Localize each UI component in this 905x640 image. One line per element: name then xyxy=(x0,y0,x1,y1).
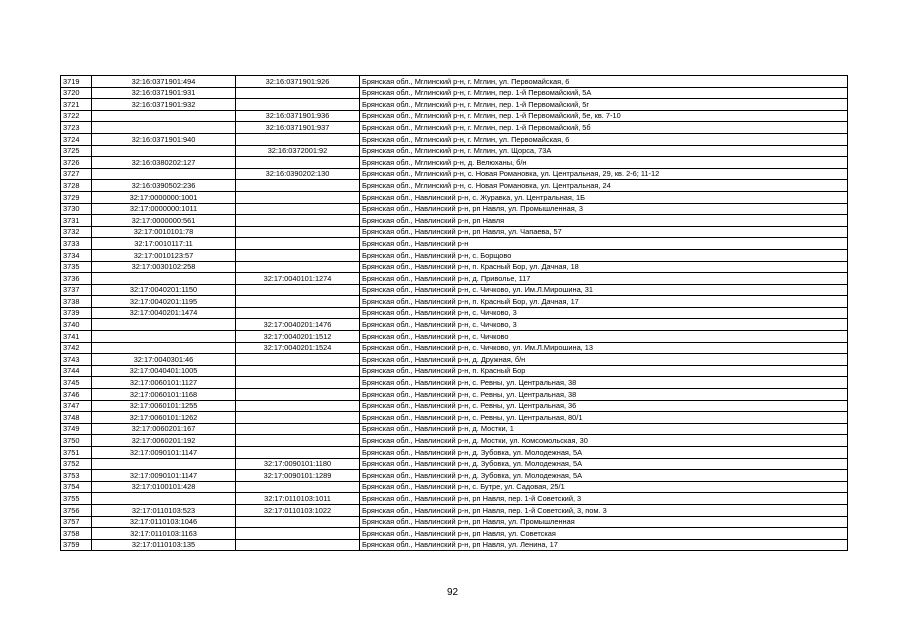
address-cell: Брянская обл., Навлинский р-н, д. Зубовка, ул. Молодежная, 5А xyxy=(360,447,848,459)
cadastral-number-cell: 32:17:0060101:1127 xyxy=(92,377,236,389)
table-row xyxy=(61,423,848,435)
cadastral-number-cell: 32:16:0371901:940 xyxy=(92,133,236,145)
address-cell: Брянская обл., Навлинский р-н, д. Мостки, 1 xyxy=(360,423,848,435)
table-row xyxy=(61,447,848,459)
row-number-cell: 3735 xyxy=(61,261,92,273)
cadastral-number-cell: 32:17:0090101:1147 xyxy=(92,447,236,459)
row-number-cell: 3750 xyxy=(61,435,92,447)
address-cell: Брянская обл., Навлинский р-н, д. Мостки, ул. Комсомольская, 30 xyxy=(360,435,848,447)
row-number-cell: 3740 xyxy=(61,319,92,331)
row-number-cell: 3719 xyxy=(61,76,92,88)
table-row xyxy=(61,493,848,505)
cadastral-number-cell: 32:17:0030102:258 xyxy=(92,261,236,273)
cadastral-number-2-cell xyxy=(236,133,360,145)
row-number-cell: 3722 xyxy=(61,110,92,122)
address-cell: Брянская обл., Навлинский р-н xyxy=(360,238,848,250)
row-number-cell: 3736 xyxy=(61,273,92,285)
address-cell: Брянская обл., Навлинский р-н, п. Красный Бор, ул. Дачная, 18 xyxy=(360,261,848,273)
cadastral-number-2-cell xyxy=(236,296,360,308)
cadastral-number-2-cell xyxy=(236,157,360,169)
cadastral-number-cell: 32:17:0060101:1255 xyxy=(92,400,236,412)
cadastral-number-cell: 32:17:0110103:523 xyxy=(92,504,236,516)
cadastral-number-cell: 32:17:0010117:11 xyxy=(92,238,236,250)
cadastral-number-cell: 32:17:0040301:46 xyxy=(92,354,236,366)
cadastral-number-cell: 32:17:0010123:57 xyxy=(92,249,236,261)
cadastral-number-cell xyxy=(92,331,236,343)
table-row xyxy=(61,377,848,389)
row-number-cell: 3751 xyxy=(61,447,92,459)
cadastral-number-cell: 32:16:0371901:494 xyxy=(92,76,236,88)
table-row xyxy=(61,319,848,331)
table-row xyxy=(61,389,848,401)
row-number-cell: 3720 xyxy=(61,87,92,99)
cadastral-number-2-cell xyxy=(236,389,360,401)
address-cell: Брянская обл., Навлинский р-н, с. Ревны, ул. Центральная, 38 xyxy=(360,389,848,401)
address-cell: Брянская обл., Мглинский р-н, д. Велюханы, б/н xyxy=(360,157,848,169)
row-number-cell: 3721 xyxy=(61,99,92,111)
table-row xyxy=(61,458,848,470)
address-cell: Брянская обл., Навлинский р-н, рп Навля, ул. Промышленная, 3 xyxy=(360,203,848,215)
cadastral-number-2-cell xyxy=(236,284,360,296)
row-number-cell: 3730 xyxy=(61,203,92,215)
cadastral-number-cell: 32:17:0040401:1005 xyxy=(92,365,236,377)
cadastral-number-cell xyxy=(92,458,236,470)
address-cell: Брянская обл., Навлинский р-н, д. Зубовка, ул. Молодежная, 5А xyxy=(360,458,848,470)
cadastral-number-2-cell xyxy=(236,261,360,273)
table-row xyxy=(61,215,848,227)
table-row xyxy=(61,504,848,516)
table-row xyxy=(61,342,848,354)
address-cell: Брянская обл., Навлинский р-н, рп Навля, ул. Чапаева, 57 xyxy=(360,226,848,238)
address-cell: Брянская обл., Мглинский р-н, г. Мглин, ул. Первомайская, 6 xyxy=(360,133,848,145)
cadastral-number-cell: 32:17:0040201:1474 xyxy=(92,307,236,319)
cadastral-number-2-cell: 32:16:0372001:92 xyxy=(236,145,360,157)
table-row xyxy=(61,238,848,250)
row-number-cell: 3753 xyxy=(61,470,92,482)
table-row xyxy=(61,354,848,366)
address-cell: Брянская обл., Навлинский р-н, с. Чичково, 3 xyxy=(360,307,848,319)
address-cell: Брянская обл., Навлинский р-н, с. Ревны, ул. Центральная, 38 xyxy=(360,377,848,389)
address-cell: Брянская обл., Мглинский р-н, г. Мглин, пер. 1-й Первомайский, 5г xyxy=(360,99,848,111)
cadastral-number-cell: 32:17:0110103:1046 xyxy=(92,516,236,528)
table-row xyxy=(61,203,848,215)
cadastral-number-cell: 32:17:0100101:428 xyxy=(92,481,236,493)
row-number-cell: 3749 xyxy=(61,423,92,435)
cadastral-number-2-cell xyxy=(236,180,360,192)
table-row xyxy=(61,99,848,111)
cadastral-number-cell: 32:16:0371901:931 xyxy=(92,87,236,99)
address-cell: Брянская обл., Навлинский р-н, п. Красный Бор, ул. Дачная, 17 xyxy=(360,296,848,308)
table-row xyxy=(61,76,848,88)
address-cell: Брянская обл., Навлинский р-н, с. Борщово xyxy=(360,249,848,261)
address-cell: Брянская обл., Навлинский р-н, с. Ревны, ул. Центральная, 80/1 xyxy=(360,412,848,424)
cadastral-number-cell: 32:17:0060101:1262 xyxy=(92,412,236,424)
address-cell: Брянская обл., Навлинский р-н, рп Навля, ул. Промышленная xyxy=(360,516,848,528)
cadastral-number-2-cell xyxy=(236,191,360,203)
cadastral-number-2-cell xyxy=(236,377,360,389)
table-row xyxy=(61,412,848,424)
cadastral-number-2-cell: 32:17:0110103:1011 xyxy=(236,493,360,505)
cadastral-number-cell xyxy=(92,319,236,331)
row-number-cell: 3731 xyxy=(61,215,92,227)
table-row xyxy=(61,110,848,122)
cadastral-number-2-cell: 32:17:0090101:1289 xyxy=(236,470,360,482)
table-row xyxy=(61,435,848,447)
address-cell: Брянская обл., Мглинский р-н, с. Новая Романовка, ул. Центральная, 24 xyxy=(360,180,848,192)
cadastral-number-cell: 32:16:0380202:127 xyxy=(92,157,236,169)
address-cell: Брянская обл., Навлинский р-н, с. Чичково, 3 xyxy=(360,319,848,331)
row-number-cell: 3759 xyxy=(61,539,92,551)
address-cell: Брянская обл., Навлинский р-н, рп Навля, пер. 1-й Советский, 3, пом. 3 xyxy=(360,504,848,516)
row-number-cell: 3732 xyxy=(61,226,92,238)
table-row xyxy=(61,133,848,145)
address-cell: Брянская обл., Навлинский р-н, д. Зубовка, ул. Молодежная, 5А xyxy=(360,470,848,482)
table-row xyxy=(61,296,848,308)
address-cell: Брянская обл., Навлинский р-н, рп Навля, пер. 1-й Советский, 3 xyxy=(360,493,848,505)
address-cell: Брянская обл., Мглинский р-н, г. Мглин, ул. Щорса, 73А xyxy=(360,145,848,157)
address-cell: Брянская обл., Навлинский р-н, с. Ревны, ул. Центральная, 36 xyxy=(360,400,848,412)
table-row xyxy=(61,365,848,377)
row-number-cell: 3737 xyxy=(61,284,92,296)
row-number-cell: 3733 xyxy=(61,238,92,250)
table-row xyxy=(61,307,848,319)
table-row xyxy=(61,516,848,528)
row-number-cell: 3742 xyxy=(61,342,92,354)
cadastral-number-2-cell xyxy=(236,215,360,227)
row-number-cell: 3747 xyxy=(61,400,92,412)
address-cell: Брянская обл., Мглинский р-н, г. Мглин, пер. 1-й Первомайский, 5А xyxy=(360,87,848,99)
cadastral-number-2-cell xyxy=(236,528,360,540)
table-row xyxy=(61,481,848,493)
cadastral-number-cell xyxy=(92,493,236,505)
cadastral-number-cell xyxy=(92,273,236,285)
cadastral-number-cell: 32:17:0010101:78 xyxy=(92,226,236,238)
address-cell: Брянская обл., Мглинский р-н, г. Мглин, ул. Первомайская, 6 xyxy=(360,76,848,88)
cadastral-number-2-cell xyxy=(236,307,360,319)
table-row xyxy=(61,273,848,285)
cadastral-number-2-cell xyxy=(236,249,360,261)
table-row xyxy=(61,400,848,412)
cadastral-number-cell: 32:17:0060201:192 xyxy=(92,435,236,447)
cadastral-number-2-cell xyxy=(236,435,360,447)
table-row xyxy=(61,145,848,157)
cadastral-number-2-cell: 32:16:0390202:130 xyxy=(236,168,360,180)
address-cell: Брянская обл., Навлинский р-н, с. Журавка, ул. Центральная, 1Б xyxy=(360,191,848,203)
row-number-cell: 3723 xyxy=(61,122,92,134)
cadastral-number-2-cell xyxy=(236,481,360,493)
cadastral-number-cell xyxy=(92,110,236,122)
table-row xyxy=(61,249,848,261)
cadastral-number-2-cell xyxy=(236,203,360,215)
address-cell: Брянская обл., Мглинский р-н, г. Мглин, пер. 1-й Первомайский, 5б xyxy=(360,122,848,134)
cadastral-number-2-cell xyxy=(236,238,360,250)
address-cell: Брянская обл., Мглинский р-н, с. Новая Романовка, ул. Центральная, 29, кв. 2-6; 11-12 xyxy=(360,168,848,180)
address-cell: Брянская обл., Навлинский р-н, с. Чичково xyxy=(360,331,848,343)
address-cell: Брянская обл., Навлинский р-н, рп Навля, ул. Советская xyxy=(360,528,848,540)
cadastral-number-cell: 32:16:0371901:932 xyxy=(92,99,236,111)
cadastral-number-2-cell xyxy=(236,400,360,412)
row-number-cell: 3734 xyxy=(61,249,92,261)
row-number-cell: 3756 xyxy=(61,504,92,516)
table-row xyxy=(61,168,848,180)
row-number-cell: 3728 xyxy=(61,180,92,192)
table-row xyxy=(61,539,848,551)
row-number-cell: 3745 xyxy=(61,377,92,389)
address-cell: Брянская обл., Навлинский р-н, с. Чичково, ул. Им.Л.Мирошина, 31 xyxy=(360,284,848,296)
cadastral-number-2-cell xyxy=(236,423,360,435)
cadastral-number-cell xyxy=(92,342,236,354)
cadastral-number-2-cell xyxy=(236,99,360,111)
row-number-cell: 3743 xyxy=(61,354,92,366)
row-number-cell: 3729 xyxy=(61,191,92,203)
address-cell: Брянская обл., Навлинский р-н, с. Бутре, ул. Садовая, 25/1 xyxy=(360,481,848,493)
table-row xyxy=(61,528,848,540)
cadastral-number-cell xyxy=(92,145,236,157)
row-number-cell: 3757 xyxy=(61,516,92,528)
row-number-cell: 3752 xyxy=(61,458,92,470)
cadastral-number-cell: 32:17:0060101:1168 xyxy=(92,389,236,401)
row-number-cell: 3739 xyxy=(61,307,92,319)
row-number-cell: 3755 xyxy=(61,493,92,505)
table-row xyxy=(61,470,848,482)
cadastral-number-cell: 32:17:0000000:1001 xyxy=(92,191,236,203)
table-row xyxy=(61,180,848,192)
cadastral-number-cell: 32:17:0000000:561 xyxy=(92,215,236,227)
cadastral-number-cell: 32:17:0040201:1150 xyxy=(92,284,236,296)
cadastral-number-2-cell: 32:17:0040201:1524 xyxy=(236,342,360,354)
row-number-cell: 3754 xyxy=(61,481,92,493)
cadastral-number-2-cell: 32:17:0040201:1476 xyxy=(236,319,360,331)
cadastral-number-2-cell: 32:17:0040201:1512 xyxy=(236,331,360,343)
address-cell: Брянская обл., Мглинский р-н, г. Мглин, пер. 1-й Первомайский, 5е, кв. 7-10 xyxy=(360,110,848,122)
row-number-cell: 3724 xyxy=(61,133,92,145)
cadastral-number-cell: 32:17:0090101:1147 xyxy=(92,470,236,482)
cadastral-number-cell: 32:17:0060201:167 xyxy=(92,423,236,435)
address-cell: Брянская обл., Навлинский р-н, п. Красный Бор xyxy=(360,365,848,377)
row-number-cell: 3748 xyxy=(61,412,92,424)
row-number-cell: 3758 xyxy=(61,528,92,540)
cadastral-number-2-cell xyxy=(236,539,360,551)
row-number-cell: 3738 xyxy=(61,296,92,308)
table-row xyxy=(61,122,848,134)
cadastral-number-2-cell: 32:17:0110103:1022 xyxy=(236,504,360,516)
table-row xyxy=(61,226,848,238)
row-number-cell: 3726 xyxy=(61,157,92,169)
cadastral-number-2-cell xyxy=(236,365,360,377)
records-table xyxy=(60,75,848,551)
cadastral-number-2-cell xyxy=(236,412,360,424)
cadastral-number-cell: 32:17:0110103:135 xyxy=(92,539,236,551)
row-number-cell: 3741 xyxy=(61,331,92,343)
address-cell: Брянская обл., Навлинский р-н, д. Дружная, б/н xyxy=(360,354,848,366)
cadastral-number-2-cell xyxy=(236,226,360,238)
table-row xyxy=(61,157,848,169)
cadastral-number-cell xyxy=(92,122,236,134)
table-row xyxy=(61,87,848,99)
page-number: 92 xyxy=(446,587,459,598)
cadastral-number-cell: 32:17:0040201:1195 xyxy=(92,296,236,308)
row-number-cell: 3746 xyxy=(61,389,92,401)
cadastral-number-cell: 32:17:0110103:1163 xyxy=(92,528,236,540)
address-cell: Брянская обл., Навлинский р-н, с. Чичково, ул. Им.Л.Мирошина, 13 xyxy=(360,342,848,354)
table-row xyxy=(61,261,848,273)
cadastral-number-2-cell xyxy=(236,447,360,459)
records-table-body xyxy=(61,76,848,551)
cadastral-number-cell: 32:16:0390502:236 xyxy=(92,180,236,192)
cadastral-number-2-cell xyxy=(236,354,360,366)
address-cell: Брянская обл., Навлинский р-н, рп Навля xyxy=(360,215,848,227)
cadastral-number-2-cell: 32:16:0371901:937 xyxy=(236,122,360,134)
table-row xyxy=(61,331,848,343)
row-number-cell: 3744 xyxy=(61,365,92,377)
cadastral-number-2-cell: 32:16:0371901:936 xyxy=(236,110,360,122)
table-row xyxy=(61,284,848,296)
cadastral-number-2-cell xyxy=(236,87,360,99)
cadastral-number-2-cell: 32:17:0090101:1180 xyxy=(236,458,360,470)
cadastral-number-cell: 32:17:0000000:1011 xyxy=(92,203,236,215)
row-number-cell: 3725 xyxy=(61,145,92,157)
cadastral-number-2-cell: 32:17:0040101:1274 xyxy=(236,273,360,285)
cadastral-number-2-cell xyxy=(236,516,360,528)
address-cell: Брянская обл., Навлинский р-н, д. Приволье, 117 xyxy=(360,273,848,285)
row-number-cell: 3727 xyxy=(61,168,92,180)
address-cell: Брянская обл., Навлинский р-н, рп Навля, ул. Ленина, 17 xyxy=(360,539,848,551)
table-row xyxy=(61,191,848,203)
cadastral-number-2-cell: 32:16:0371901:926 xyxy=(236,76,360,88)
cadastral-number-cell xyxy=(92,168,236,180)
